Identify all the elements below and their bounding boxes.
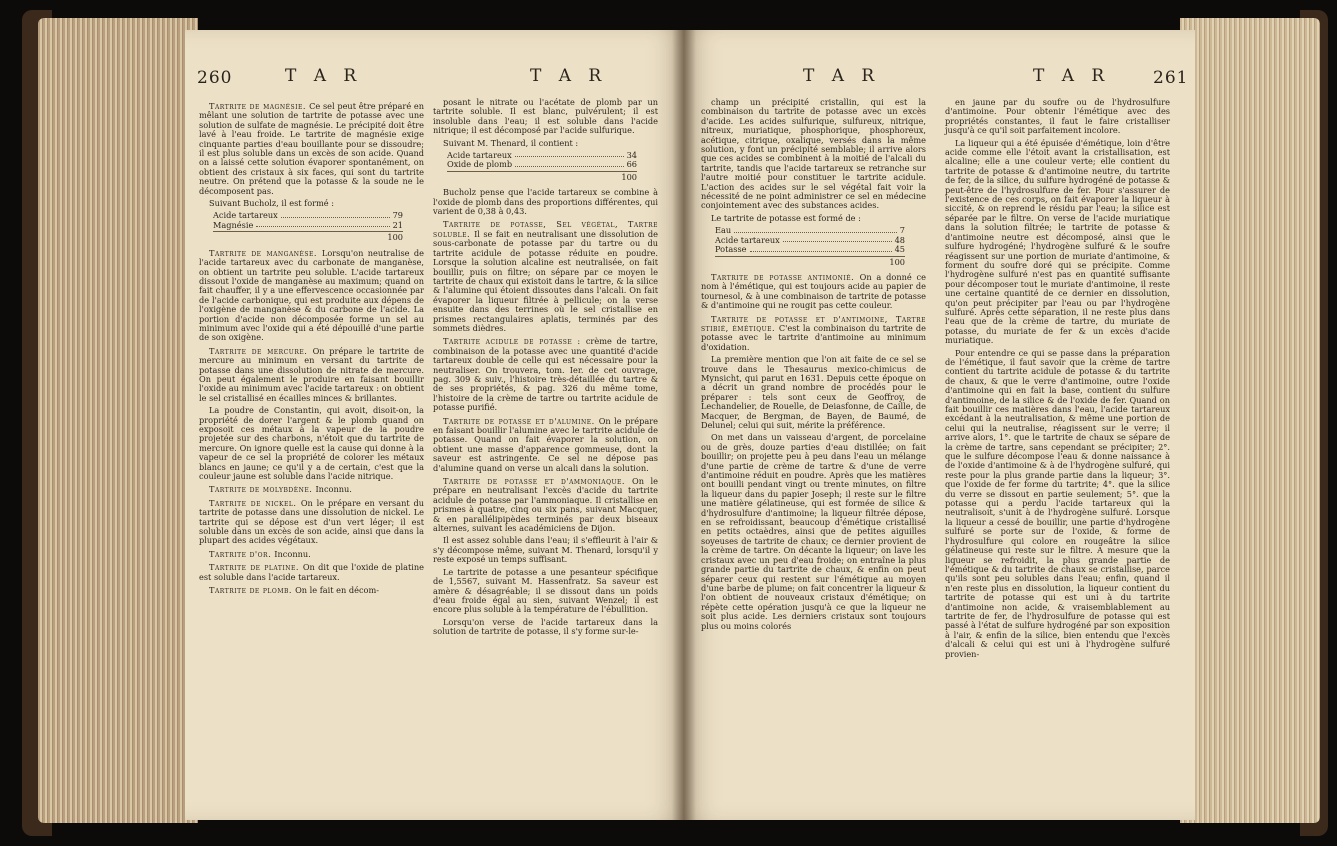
leader-dots	[515, 151, 624, 157]
entry-heading: Tartrite de potasse et d'antimoine, Tartre stibié, émétique.	[701, 313, 926, 333]
entry-text: Bucholz pense que l'acide tartareux se combine à l'oxide de plomb dans des proportions différentes, qui varient de 0,38 à 0,43.	[433, 187, 658, 217]
entry-text: On dit que l'oxide de platine est soluble dans l'acide tartareux.	[199, 562, 425, 582]
entry-text: Lorsqu'on neutralise de l'acide tartareux avec du carbonate de manganèse, on obtient un tartrite peu soluble. L'acide tartareux dissout l'oxide de manganèse au maximum; quand on fait chauffer, il y a une effervescence occasionnée par de l'acide carbonique, qui est produite aux dépens de l'oxigène de manganèse & du carbone de l'acide. La portion d'acide non décomposée forme un sel au minimum avec l'oxide qui a été dépouillé d'une partie de son oxigène.	[199, 247, 424, 343]
paragraph	[433, 98, 658, 136]
paragraph	[701, 214, 926, 223]
paragraph	[199, 499, 424, 546]
component-amount: 45	[894, 244, 905, 255]
paragraph	[433, 188, 658, 216]
page-edges-right	[1180, 18, 1320, 823]
entry-text: La liqueur qui a été épuisée d'émétique, loin d'être acide comme elle l'étoit avant la cristallisation, est alcaline; elle a une couleur verte; elle contient du tartrite de potasse & d'antimoine neutre, du tartrite de fer, de la silice, du sulfure hydrogéné de potasse & peut-être de l'hydrosulfure de fer. Pour s'assurer de l'existence de ces corps, on fait évaporer la liqueur à siccité, & on reprend le résidu par l'eau; la silice est séparée par le filtre. On verse de l'acide muriatique dans la solution filtrée; le tartrite de potasse & d'antimoine neutre est décomposé, ainsi que le sulfure hydrogéné; l'hydrogène sulfuré & le soufre réagissent sur une portion de muriate d'antimoine, & forment du soufre doré qui se précipite. Comme l'hydrogène sulfuré n'est pas en quantité suffisante pour décomposer tout le muriate d'antimoine, il reste une certaine quantité de ce dernier en dissolution, qu'on peut précipiter par l'eau ou par l'hydrogène sulfuré. Après cette séparation, il ne reste plus dans l'eau que de la crème de tartre, du muriate de potasse, du muriate de fer & un excès d'acide muriatique.	[945, 137, 1170, 346]
entry-text: On le prépare en versant du tartrite de potasse dans une dissolution de nickel. Le tartrite qui se dépose est d'un vert léger; il est soluble dans un excès de son acide, ainsi que dans la plupart des acides végétaux.	[199, 497, 424, 546]
entry-text: On met dans un vaisseau d'argent, de porcelaine ou de grès, douze parties d'eau distillée; on fait bouillir; on projette peu à peu dans l'eau un mélange d'une partie de crème de tartre & d'une de verre d'antimoine réduit en poudre. Après que les matières ont bouilli pendant vingt ou trente minutes, on filtre la liqueur dans du papier Joseph; il reste sur le filtre une matière gélatineuse, qui est formée de silice & d'hydrosulfure d'antimoine; la liqueur filtrée dépose, en se refroidissant, beaucoup d'émétique cristallisé en petits octaèdres, ainsi que de petites aiguilles soyeuses de tartrite de chaux; ce dernier provient de la crème de tartre. On décante la liqueur; on lave les cristaux avec un peu d'eau froide; on entraîne la plus grande partie du tartrite de chaux, & enfin on peut séparer ceux qui restent sur l'émétique au moyen d'une barbe de plume; on fait concentrer la liqueur & l'on obtient de nouveaux cristaux d'émétique; on répète cette opération jusqu'à ce que la liqueur ne soit plus acide. Les derniers cristaux sont toujours plus ou moins colorés	[701, 432, 926, 631]
leader-dots	[515, 160, 623, 166]
entry-text: La poudre de Constantin, qui avoit, disoit-on, la propriété de dorer l'argent & le plomb quand on exposoit ces métaux à la vapeur de la poudre projetée sur des charbons, n'étoit que du tartrite de mercure. On ignore quelle est la cause qui donne à la vapeur de ce sel la propriété de colorer les métaux blancs en jaune; ce qu'il y a de certain, c'est que la couleur jaune est soluble dans l'acide nitrique.	[199, 405, 424, 482]
component-amount: 34	[626, 150, 637, 161]
composition-table	[715, 226, 905, 267]
component-name: Acide tartareux	[447, 150, 512, 161]
composition-total: 100	[447, 171, 637, 182]
component-name: Eau	[715, 225, 732, 236]
entry-heading: Tartrite de plomb.	[209, 585, 296, 596]
leader-dots	[281, 211, 390, 217]
leader-dots	[783, 236, 892, 242]
paragraph	[433, 417, 658, 473]
paragraph	[199, 406, 424, 481]
entry-heading: Tartrite de magnésie.	[209, 101, 310, 111]
right-column-2	[945, 98, 1170, 662]
entry-heading: Tartrite de potasse et d'alumine.	[443, 415, 599, 426]
leader-dots	[750, 245, 892, 251]
component-name: Potasse	[715, 244, 747, 255]
paragraph	[433, 568, 658, 615]
running-head-left-1: T A R	[285, 66, 363, 86]
composition-row	[447, 160, 637, 169]
right-page	[683, 30, 1195, 820]
page-number-left: 260	[197, 68, 233, 88]
entry-text: Suivant M. Thenard, il contient :	[443, 137, 579, 148]
paragraph	[945, 98, 1170, 136]
paragraph	[701, 315, 926, 353]
leader-dots	[256, 221, 389, 227]
entry-text: en jaune par du soufre ou de l'hydrosulfure d'antimoine. Pour obtenir l'émétique avec des propriétés constantes, il faut le faire cristalliser jusqu'à ce qu'il soit parfaitement incolore.	[945, 97, 1170, 136]
paragraph	[199, 102, 424, 196]
leader-dots	[734, 226, 897, 232]
entry-text: posant le nitrate ou l'acétate de plomb par un tartrite soluble. Il est blanc, pulvérulent; il est insoluble dans l'eau; il est soluble dans l'acide nitrique; il est décomposé par l'acide sulfurique.	[433, 97, 658, 136]
entry-text: Le tartrite de potasse est formé de :	[711, 212, 861, 223]
component-amount: 66	[626, 159, 637, 170]
entry-text: Inconnu.	[274, 548, 311, 559]
book-gutter	[672, 30, 696, 820]
entry-text: On prépare le tartrite de mercure au minimum en versant du tartrite de potasse dans une dissolution de nitrate de mercure. On peut également le produire en faisant bouillir l'oxide au minimum avec l'acide tartareux : on obtient le sel cristallisé en écailles minces & brillantes.	[199, 345, 424, 403]
paragraph	[199, 485, 424, 494]
running-head-right-2: T A R	[1033, 66, 1111, 86]
paragraph	[701, 355, 926, 430]
entry-text: Le tartrite de potasse a une pesanteur spécifique de 1,5567, suivant M. Hassenfratz. Sa saveur est amère & désagréable; il se dissout dans un poids d'eau froide égal au sien, suivant Wenzel; il est encore plus soluble à la température de l'ébullition.	[433, 566, 658, 615]
component-name: Acide tartareux	[213, 210, 278, 221]
component-name: Magnésie	[213, 219, 254, 230]
entry-text: crème de tartre, combinaison de la potasse avec une quantité d'acide tartareux double de celle qui est nécessaire pour la neutraliser. On trouvera, tom. Ier. de cet ouvrage, pag. 309 & suiv., l'histoire très-détaillée du tartre & de ses propriétés, & pag. 326 du même tome, l'histoire de la crème de tartre ou tartrite acidule de potasse purifié.	[433, 336, 658, 413]
composition-table	[213, 211, 403, 242]
entry-text: Il se fait en neutralisant une dissolution de sous-carbonate de potasse par du tartre ou du tartrite acidule de potasse réduite en poudre. Lorsque la solution alcaline est neutralisée, on fait bouillir, puis on filtre; on sépare par ce moyen le tartrite de chaux qui existoit dans le tartre, & la silice & l'alumine qui étoient dissoutes dans l'alcali. On fait évaporer la liqueur filtrée à pellicule; on la verse ensuite dans des terrines où le sel cristallise en prismes rectangulaires aplatis, terminés par des sommets dièdres.	[433, 228, 658, 333]
entry-heading: Tartrite de potasse antimonié.	[711, 271, 860, 282]
paragraph	[199, 550, 424, 559]
entry-heading: Tartrite de mercure.	[209, 345, 313, 356]
paragraph	[433, 139, 658, 148]
paragraph	[701, 98, 926, 211]
entry-text: Pour entendre ce qui se passe dans la préparation de l'émétique, il faut savoir que la crème de tartre contient du tartrite acidule de potasse & du tartrite de chaux, & que le verre d'antimoine, outre l'oxide d'antimoine qui en fait la base, contient du sulfure d'antimoine, de la silice & de l'oxide de fer. Quand on fait bouillir ces matières dans l'eau, l'acide tartareux excédant à la neutralisation, & même une portion de celui qui la neutralise, réagissent sur le verre; il arrive alors, 1°. que le tartrite de chaux se sépare de la crème de tartre, sans cependant se précipiter; 2°. que le sulfure décompose l'eau & donne naissance à de l'oxide d'antimoine & à de l'hydrogène sulfuré, qui reste pour la plus grande partie dans la liqueur; 3°. que l'oxide de fer forme du tartrite; 4°. que la silice du verre se dissout en partie seulement; 5°. que la potasse qui a perdu l'acide tartareux qui la neutralisoit, s'unit à de l'hydrogène sulfuré. Lorsque la liqueur a cessé de bouillir, une partie d'hydrogène sulfuré se porte sur de l'oxide, & forme de l'hydrosulfure qui colore en rougeâtre la silice gélatineuse qui reste sur le filtre. A mesure que la liqueur se refroidit, la plus grande partie de l'émétique & du tartrite de chaux se cristallise, parce qu'ils sont peu solubles dans l'eau; enfin, quand il n'en reste plus en dissolution, la liqueur contient du tartrite de potasse qui est uni à du tartrite d'antimoine non acide, & vraisemblablement au tartrite de fer, de l'hydrosulfure de potasse qui est passé à l'état de sulfure hydrogéné par son exposition à l'air, & enfin de la silice, bien entendu que l'excès d'alcali & celui qui est uni à l'hydrogène sulfuré provien-	[945, 347, 1170, 659]
composition-row	[715, 245, 905, 254]
component-amount: 21	[392, 219, 403, 230]
paragraph	[199, 347, 424, 403]
entry-text: C'est la combinaison du tartrite de potasse avec le tartrite d'antimoine au minimum d'oxidation.	[701, 322, 926, 352]
composition-total: 100	[715, 256, 905, 267]
component-name: Acide tartareux	[715, 234, 780, 245]
running-head-left-2: T A R	[530, 66, 608, 86]
component-name: Oxide de plomb	[447, 159, 513, 170]
entry-text: Il est assez soluble dans l'eau; il s'effleurit à l'air & s'y décompose même, suivant M. Thenard, lorsqu'il y reste exposé un temps suffisant.	[433, 535, 658, 565]
page-edges-left	[38, 18, 198, 823]
paragraph	[945, 139, 1170, 346]
entry-text: Ce sel peut être préparé en mêlant une solution de tartrite de potasse avec une solution de sulfate de magnésie. Le précipité doit être lavé à l'eau froide. Le tartrite de magnésie exige cinquante parties d'eau bouillante pour se dissoudre; il est plus soluble dans un excès de son acide. Quand on a laissé cette solution évaporer spontanément, on obtient des cristaux à six faces, qui sont du tartrite neutre. On prétend que la potasse & la soude ne le décomposent pas.	[199, 101, 424, 196]
paragraph	[199, 586, 424, 595]
right-column-1	[701, 98, 926, 634]
entry-text: Lorsqu'on verse de l'acide tartareux dans la solution de tartrite de potasse, il s'y forme sur-le-	[433, 616, 658, 637]
entry-text: On le fait en décom-	[295, 585, 380, 596]
page-number-right: 261	[1153, 68, 1189, 88]
entry-heading: Tartrite acidule de potasse :	[443, 336, 586, 347]
entry-heading: Tartrite de molybdène.	[209, 484, 316, 495]
composition-table	[447, 151, 637, 182]
paragraph	[701, 433, 926, 631]
composition-row	[213, 221, 403, 230]
paragraph	[945, 349, 1170, 659]
paragraph	[433, 337, 658, 412]
entry-text: La première mention que l'on ait faite de ce sel se trouve dans le Thesaurus mexico-chimicus de Mynsicht, qui parut en 1631. Depuis cette époque on a décrit un grand nombre de procédés pour le préparer : tels sont ceux de Geoffroy, de Lechandelier, de Rouelle, de Deiasfonne, de Caille, de Macquer, de Bergman, de Bayen, de Baumé, de Delunel; celui qui suit, mérite la préférence.	[701, 354, 926, 430]
entry-heading: Tartrite d'or.	[209, 548, 275, 559]
entry-text: On le prépare en neutralisant l'excès d'acide du tartrite acidule de potasse par l'ammoniaque. Il cristallise en prismes à quatre, cinq ou six pans, suivant Macquer, & en parallélipipèdes terminés par deux biseaux alternes, suivant les académiciens de Dijon.	[433, 476, 658, 534]
paragraph	[433, 477, 658, 533]
entry-text: champ un précipité cristallin, qui est la combinaison du tartrite de potasse avec un excès d'acide. Les acides sulfurique, sulfureux, nitrique, nitreux, muriatique, phosphorique, phosphoreux, acétique, citrique, oxalique, versés dans la même solution, y font un précipité semblable; il arrive alors que ces acides se combinent à la moitié de l'alcali du tartrite, tandis que l'acide tartareux se retranche sur l'autre moitié pour constituer le tartrite acidule. L'action des acides sur le sel végétal fait voir la nécessité de ne point administrer ce sel en médecine conjointement avec des substances acides.	[701, 97, 926, 211]
entry-text: Suivant Bucholz, il est formé :	[209, 198, 335, 209]
composition-total: 100	[213, 231, 403, 242]
entry-heading: Tartrite de nickel.	[209, 497, 301, 508]
entry-heading: Tartrite de potasse et d'ammoniaque.	[443, 476, 633, 487]
paragraph	[433, 618, 658, 637]
running-head-right-1: T A R	[803, 66, 881, 86]
component-amount: 79	[392, 210, 403, 221]
paragraph	[433, 220, 658, 333]
paragraph	[199, 563, 424, 582]
entry-heading: Tartrite de potasse, Sel végétal, Tartre soluble.	[433, 219, 658, 239]
entry-text: On le prépare en faisant bouillir l'alumine avec le tartrite acidule de potasse. Quand on fait évaporer la solution, on obtient une masse d'apparence gommeuse, dont la saveur est astringente. Ce sel ne dépose pas d'alumine quand on verse un alcali dans la solution.	[433, 415, 658, 473]
entry-heading: Tartrite de platine.	[209, 562, 303, 573]
entry-text: Inconnu.	[315, 484, 352, 495]
entry-heading: Tartrite de manganèse.	[209, 247, 322, 258]
paragraph	[701, 273, 926, 311]
left-column-2	[433, 98, 658, 640]
left-page	[185, 30, 685, 820]
left-column-1	[199, 98, 424, 599]
paragraph	[433, 536, 658, 564]
paragraph	[199, 199, 424, 208]
component-amount: 7	[899, 225, 905, 236]
component-amount: 48	[894, 234, 905, 245]
paragraph	[199, 249, 424, 343]
entry-text: On a donné ce nom à l'émétique, qui est toujours acide au papier de tournesol, & à une combinaison de tartrite de potasse & d'antimoine qui ne rougit pas cette couleur.	[701, 271, 926, 311]
